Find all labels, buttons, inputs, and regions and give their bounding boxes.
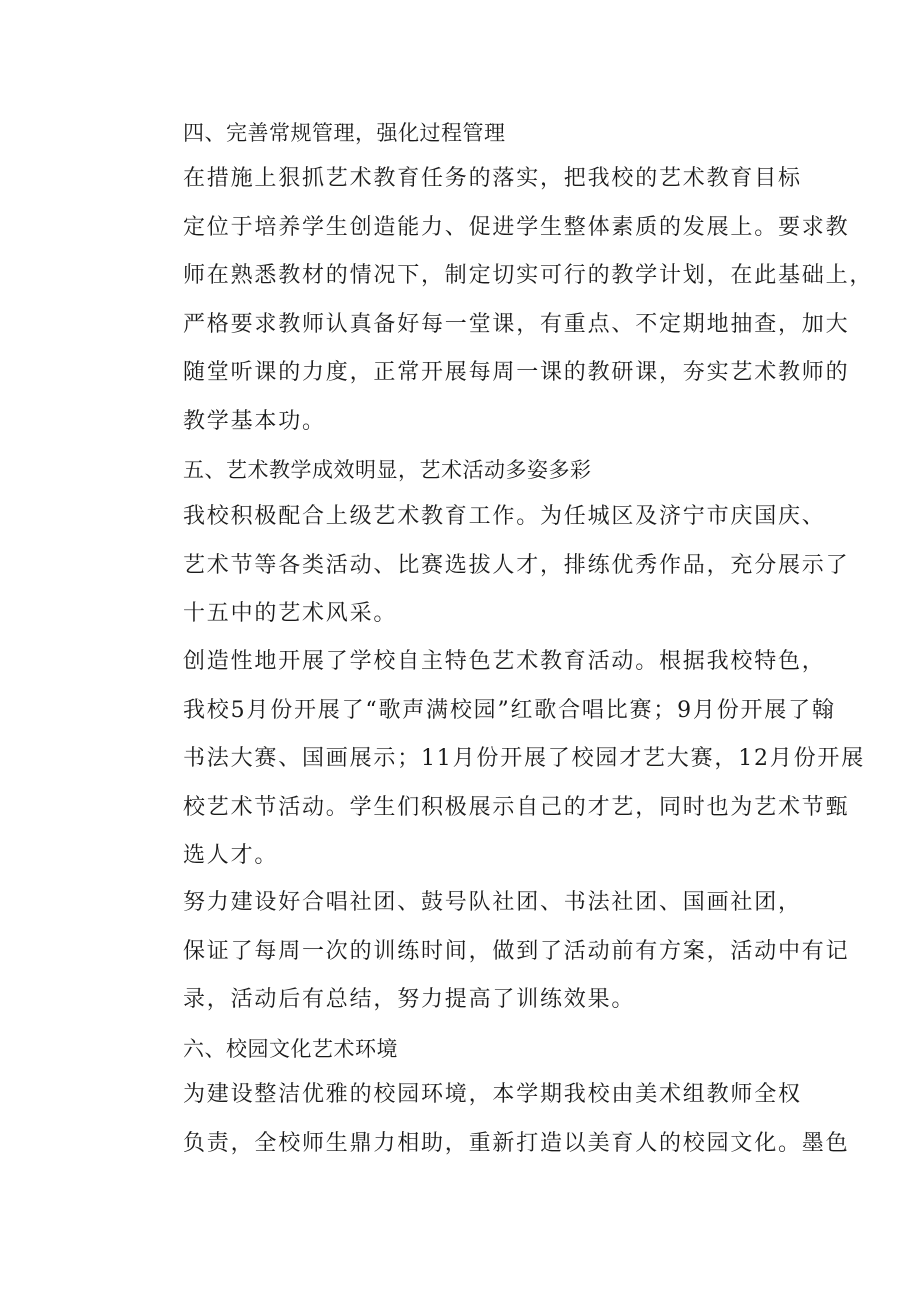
paragraph-line: 录，活动后有总结，努力提高了训练效果。 xyxy=(183,987,636,1012)
paragraph-line: 艺术节等各类活动、比赛选拔人才，排练优秀作品，充分展示了 xyxy=(183,552,850,578)
paragraph-line: 师在熟悉教材的情况下，制定切实可行的教学计划，在此基础上， xyxy=(183,263,874,288)
paragraph-line: 教学基本功。 xyxy=(183,408,326,434)
paragraph-line: 在措施上狠抓艺术教育任务的落实，把我校的艺术教育目标 xyxy=(183,166,802,191)
paragraph-line: 负责，全校师生鼎力相助，重新打造以美育人的校园文化。墨色 xyxy=(183,1130,850,1156)
paragraph-line: 保证了每周一次的训练时间，做到了活动前有方案，活动中有记 xyxy=(183,938,850,964)
section-heading-5: 五、艺术教学成效明显，艺术活动多姿多彩 xyxy=(183,458,592,482)
section-heading-4: 四、完善常规管理，强化过程管理 xyxy=(183,121,506,145)
paragraph-6-1 xyxy=(137,1071,850,1168)
paragraph-5-1 xyxy=(137,493,850,639)
paragraph-line: 严格要求教师认真备好每一堂课，有重点、不定期地抽查，加大 xyxy=(183,311,850,337)
paragraph-5-2 xyxy=(137,638,865,881)
section-heading-6: 六、校园文化艺术环境 xyxy=(183,1037,398,1061)
paragraph-5-3 xyxy=(137,879,850,1025)
paragraph-line: 选人才。 xyxy=(183,843,279,868)
paragraph-line: 创造性地开展了学校自主特色艺术教育活动。根据我校特色， xyxy=(183,649,826,674)
paragraph-line: 我校5月份开展了“歌声满校园”红歌合唱比赛；9月份开展了翰 xyxy=(183,697,836,723)
paragraph-line: 十五中的艺术风采。 xyxy=(183,601,398,626)
paragraph-line: 随堂听课的力度，正常开展每周一课的教研课，夯实艺术教师的 xyxy=(183,360,850,385)
paragraph-line: 校艺术节活动。学生们积极展示自己的才艺，同时也为艺术节甄 xyxy=(183,794,850,820)
paragraph-4-1 xyxy=(137,155,874,446)
paragraph-line: 为建设整洁优雅的校园环境，本学期我校由美术组教师全权 xyxy=(183,1082,802,1107)
paragraph-line: 我校积极配合上级艺术教育工作。为任城区及济宁市庆国庆、 xyxy=(183,504,826,529)
paragraph-line: 书法大赛、国画展示；11月份开展了校园才艺大赛，12月份开展 xyxy=(183,746,865,771)
paragraph-line: 努力建设好合唱社团、鼓号队社团、书法社团、国画社团， xyxy=(183,890,802,915)
paragraph-line: 定位于培养学生创造能力、促进学生整体素质的发展上。要求教 xyxy=(183,214,850,240)
